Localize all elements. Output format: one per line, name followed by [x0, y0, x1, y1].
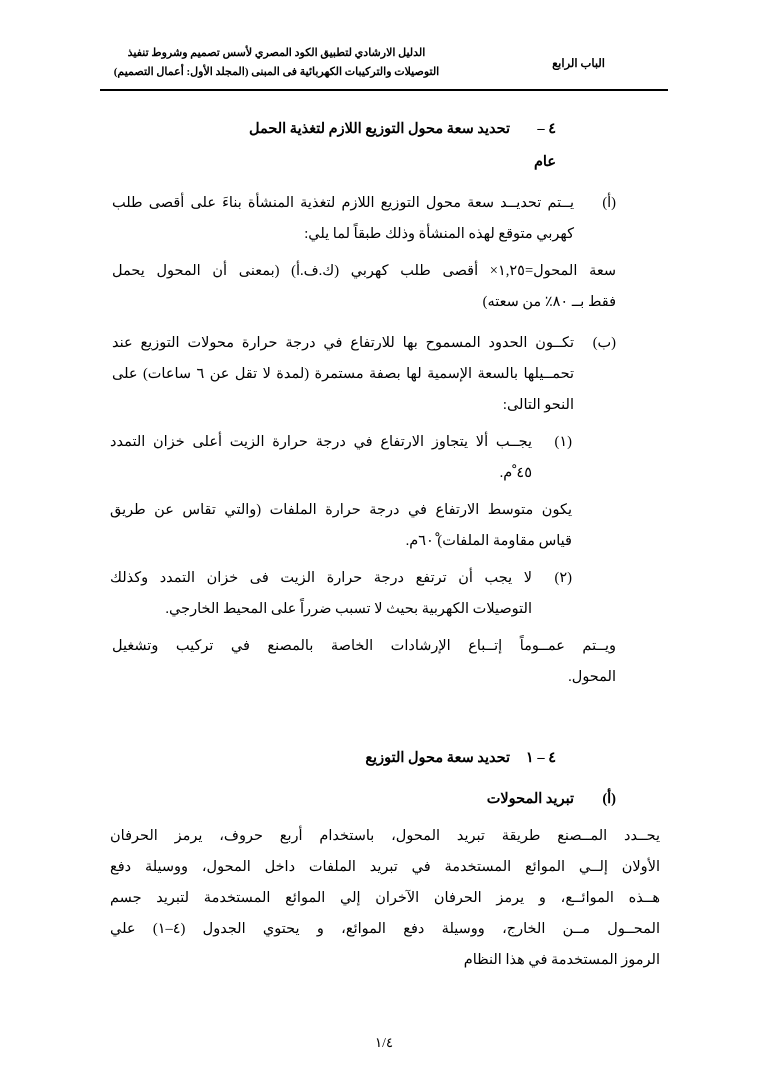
- section-4-heading: [88, 114, 668, 145]
- section-4-item-a: [88, 188, 668, 250]
- sub-item-2-marker: (٢): [554, 570, 572, 586]
- item-b-line-2: تحمــيلها بالسعة الإسمية لها بصفة مستمرة (لمدة لا تقل عن ٦ ساعات) على: [112, 366, 575, 382]
- header-divider: [100, 89, 668, 91]
- section-4-1-number: ٤ – ١: [525, 750, 556, 766]
- page-body: [88, 108, 668, 976]
- item-b-content: [112, 328, 574, 421]
- winding-note-line-2: قياس مقاومة الملفات) ٦٠ْم.: [405, 533, 572, 549]
- section-4-sub-item-1: [88, 427, 668, 489]
- sub-item-1-line-2: ٤٥ ْم.: [499, 465, 532, 481]
- cooling-item-marker: (أ): [602, 791, 616, 807]
- cooling-body-line-2: الأولان إلــي الموائع المستخدمة في تبريد الملفات داخل المحول، ووسيلة دفع: [110, 859, 660, 875]
- section-4-subtitle: عام: [533, 154, 556, 170]
- page-number: ١/٤: [374, 1035, 394, 1050]
- section-4-closing-paragraph: [88, 631, 668, 693]
- cooling-body-line-4: المحــول مــن الخارج، ووسيلة دفع الموائع، و يحتوي الجدول (٤–١) علي: [110, 921, 660, 937]
- sub-item-1-line-1: يجــب ألا يتجاوز الارتفاع في درجة حرارة الزيت أعلى خزان التمدد: [110, 434, 532, 450]
- item-a-content: [112, 188, 574, 250]
- section-4-1-title: تحديد سعة محول التوزيع: [365, 750, 510, 766]
- item-a-line-2: كهربي متوقع لهذه المنشأة وذلك طبقاً لما يلي:: [304, 226, 574, 242]
- section-4-sub-item-2: [88, 563, 668, 625]
- sub-item-2-content: [110, 563, 532, 625]
- cooling-body-line-3: هــذه الموائــع، و يرمز الحرفان الآخران إلي الموائع المستخدمة لتبريد جسم: [110, 890, 660, 906]
- section-4-item-b: [88, 328, 668, 421]
- sub-item-1-marker: (١): [554, 434, 572, 450]
- sub-item-1-content: [110, 427, 532, 489]
- closing-line-1: ويــتم عمــوماً إتــباع الإرشادات الخاصة بالمصنع في تركيب وتشغيل: [112, 638, 616, 654]
- cooling-body-line-5: الرموز المستخدمة في هذا النظام: [463, 952, 660, 968]
- item-b-marker: (ب): [592, 335, 616, 351]
- transformer-capacity-formula: [88, 256, 668, 318]
- item-b-line-3: النحو التالى:: [502, 397, 574, 413]
- section-4-title: تحديد سعة محول التوزيع اللازم لتغذية الحمل: [249, 121, 510, 137]
- item-a-line-1: يــتم تحديــد سعة محول التوزيع اللازم لتغذية المنشأة بناءَ على أقصى طلب: [112, 195, 574, 211]
- item-a-marker: (أ): [602, 195, 616, 211]
- header-title-line-1: الدليل الارشادي لتطبيق الكود المصري لأسس تصميم وشروط تنفيذ: [127, 47, 426, 59]
- header-title-block: [108, 44, 445, 82]
- cooling-item-title: تبريد المحولات: [486, 791, 574, 807]
- page-header: [108, 44, 660, 90]
- item-b-line-1: تكــون الحدود المسموح بها للارتفاع في درجة حرارة محولات التوزيع عند: [112, 335, 574, 351]
- section-4-1-heading: [88, 743, 668, 774]
- transformer-cooling-paragraph: [88, 821, 668, 976]
- header-title-line-2: التوصيلات والتركيبات الكهربائية فى المبنى (المجلد الأول: أعمال التصميم): [113, 66, 440, 78]
- cooling-body-line-1: يحــدد المــصنع طريقة تبريد المحول، باستخدام أربع حروف، يرمز الحرفان: [110, 828, 660, 844]
- formula-line-1: سعة المحول=١,٢٥× أقصى طلب كهربي (ك.ف.أ) (بمعنى أن المحول يحمل: [112, 263, 616, 279]
- closing-line-2: المحول.: [568, 669, 616, 685]
- winding-temperature-note: [88, 495, 668, 557]
- sub-item-2-line-1: لا يجب أن ترتفع درجة حرارة الزيت فى خزان التمدد وكذلك: [110, 570, 532, 586]
- section-4-number: ٤ –: [537, 121, 556, 137]
- section-4-1-item-a: [88, 784, 668, 815]
- formula-line-2: فقط بــ ٨٠٪ من سعته): [482, 294, 616, 310]
- winding-note-line-1: يكون متوسط الارتفاع في درجة حرارة الملفات (والتي تقاس عن طريق: [110, 502, 572, 518]
- header-chapter-label: الباب الرابع: [552, 58, 605, 70]
- section-gap: [88, 693, 668, 737]
- sub-item-2-line-2: التوصيلات الكهربية بحيث لا تسبب ضرراً على المحيط الخارجي.: [165, 601, 532, 617]
